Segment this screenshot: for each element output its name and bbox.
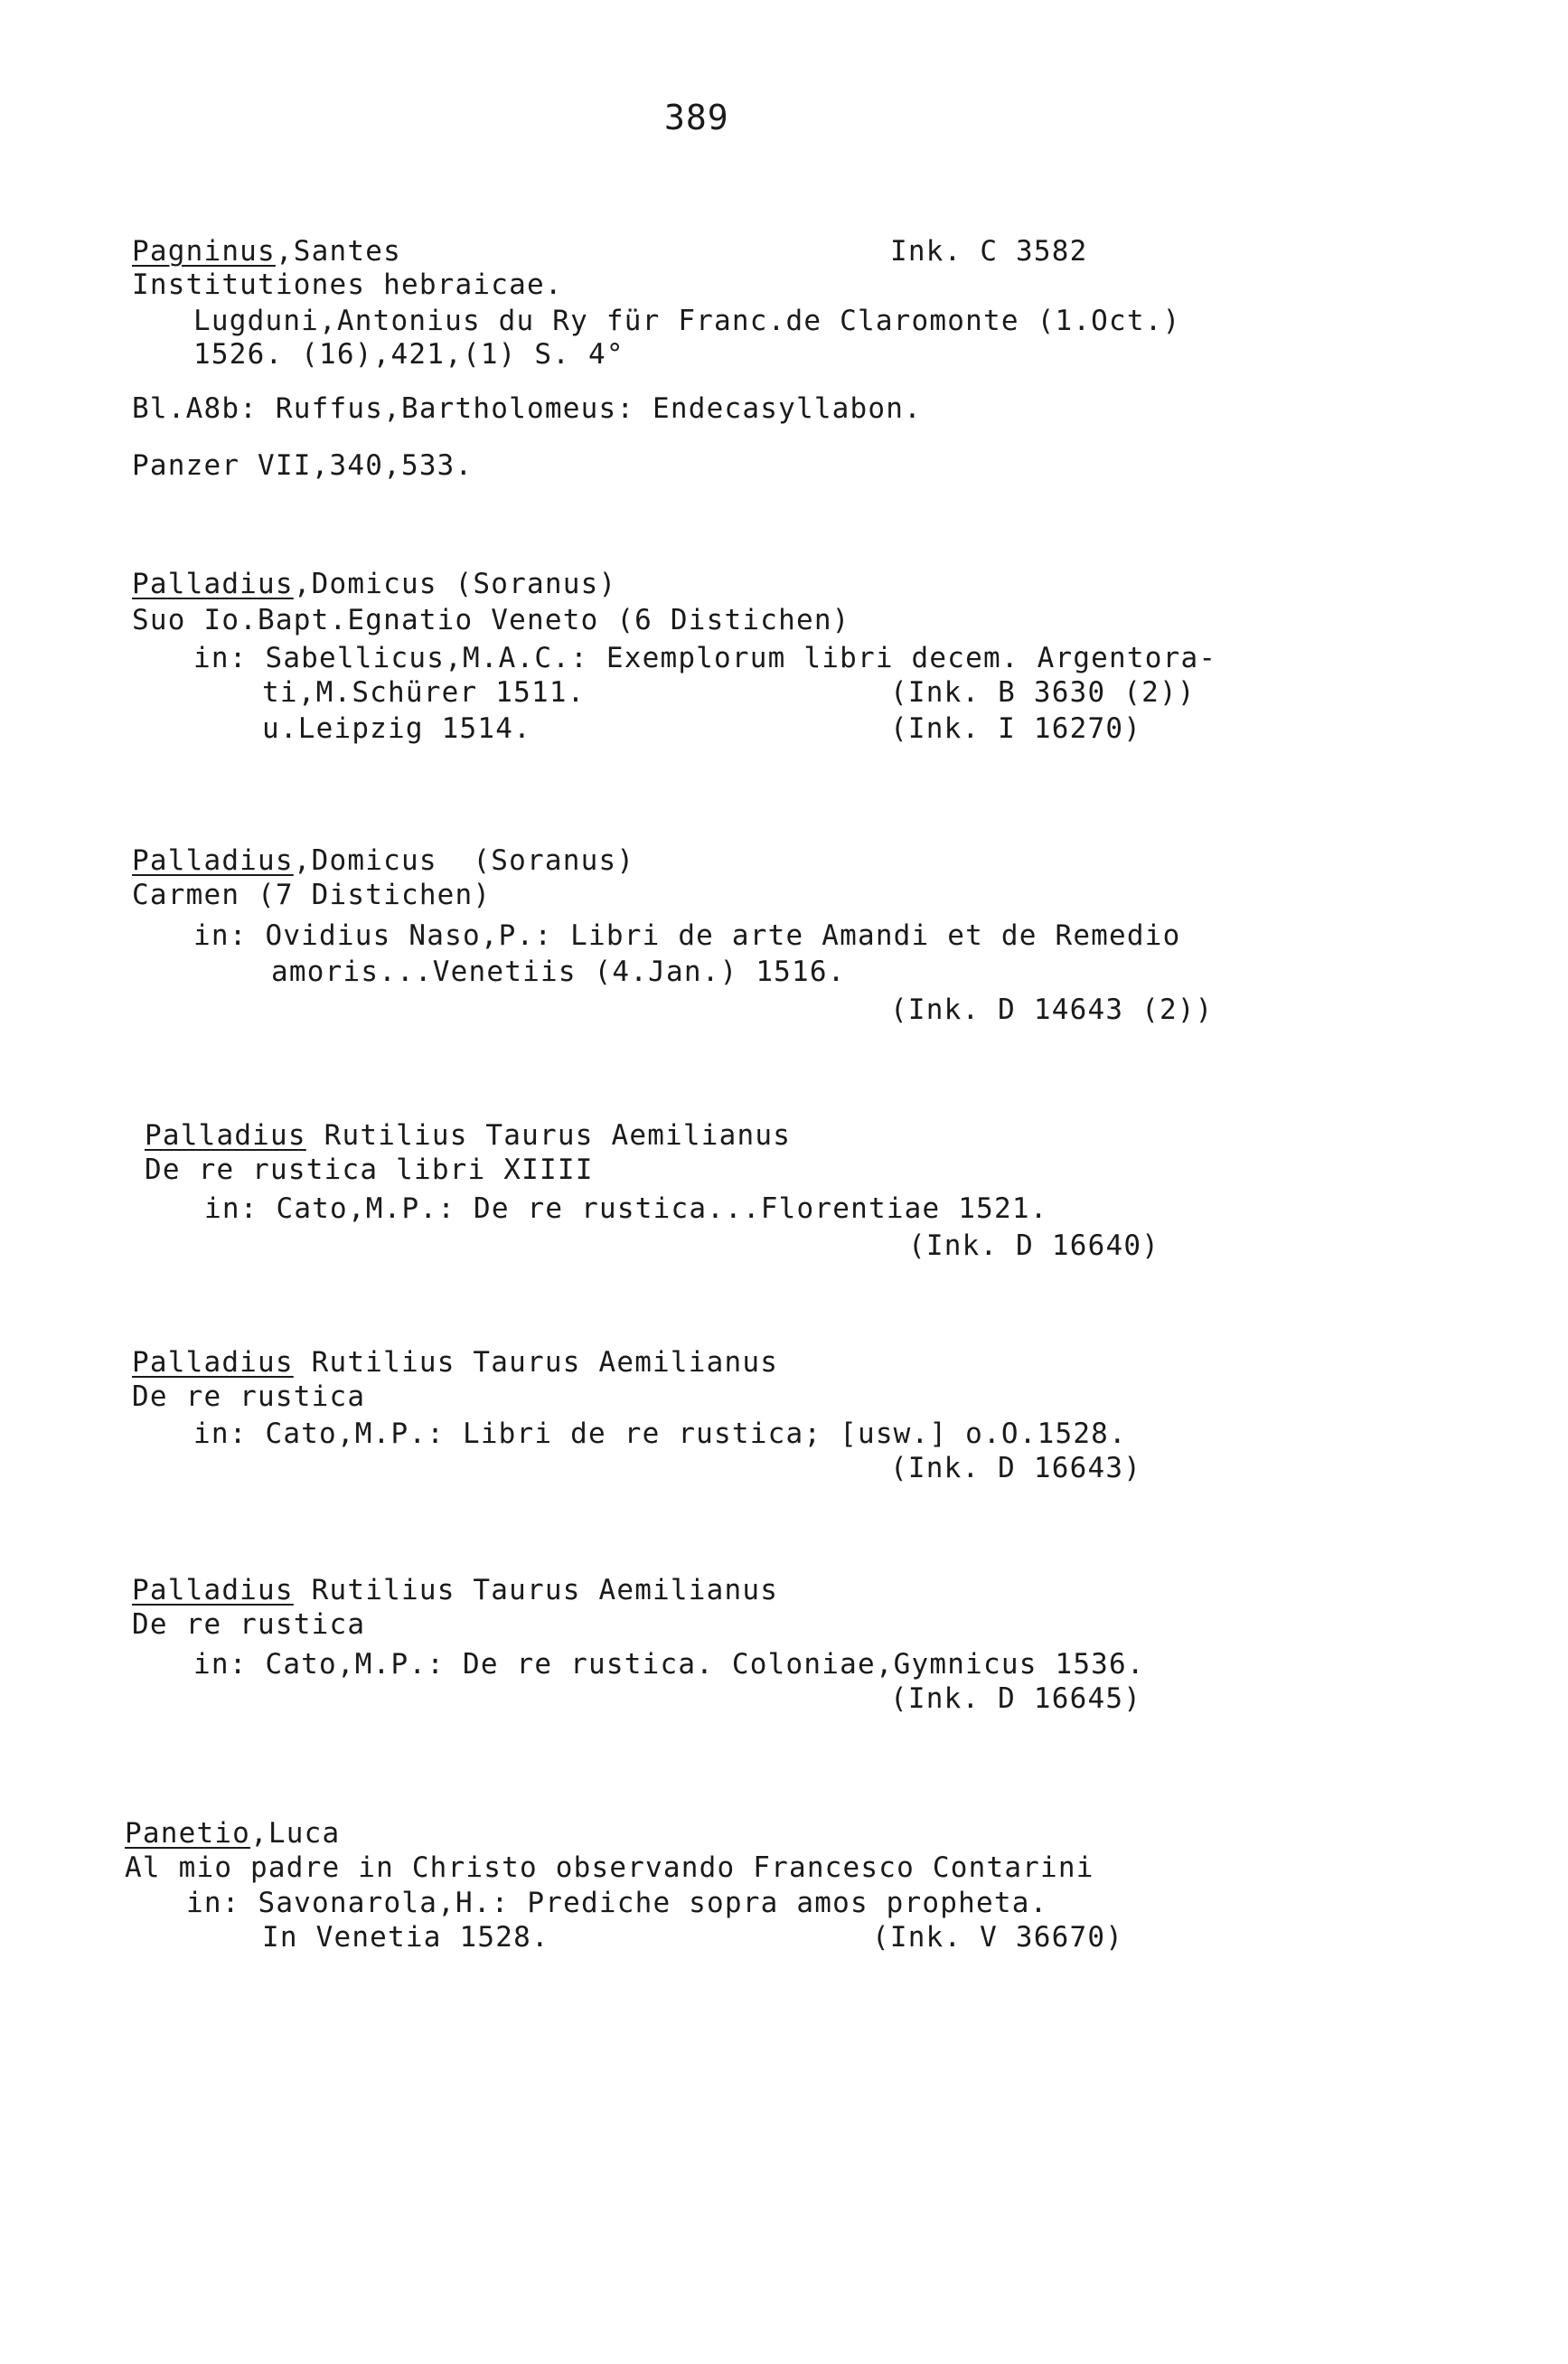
inventory-ref: (Ink. I 16270) — [890, 712, 1142, 745]
author-name: Palladius — [132, 1346, 294, 1379]
author-name: Palladius — [132, 568, 294, 600]
page-number: 389 — [664, 98, 729, 137]
author-name: Panetio — [125, 1817, 251, 1850]
entry-line: in: Savonarola,H.: Prediche sopra amos propheta. — [186, 1887, 1048, 1919]
author-name: Palladius — [132, 1574, 294, 1606]
entry-line: in: Cato,M.P.: De re rustica. Coloniae,Gymnicus 1536. — [193, 1648, 1145, 1681]
entry-line: Carmen (7 Distichen) — [132, 879, 492, 911]
entry-line: De re rustica libri XIIII — [145, 1154, 594, 1186]
entry-line: Al mio padre in Christo observando Francesco Contarini — [125, 1851, 1094, 1884]
author-given-name: ,Luca — [250, 1817, 341, 1850]
author-name: Palladius — [145, 1119, 306, 1152]
entry-author — [132, 1572, 778, 1608]
entry-author — [132, 843, 634, 879]
inventory-ref: (Ink. D 16640) — [908, 1229, 1160, 1262]
entry-line: Institutiones hebraicae. — [132, 268, 563, 301]
entry-line: Suo Io.Bapt.Egnatio Veneto (6 Distichen) — [132, 604, 850, 636]
inventory-ref: (Ink. D 16645) — [890, 1682, 1142, 1715]
entry-line: Lugduni,Antonius du Ry für Franc.de Claromonte (1.Oct.) — [193, 305, 1181, 337]
inventory-ref: (Ink. D 16643) — [890, 1452, 1142, 1484]
entry-author — [132, 1344, 778, 1380]
inventory-ref: (Ink. D 14643 (2)) — [890, 994, 1214, 1026]
entry-line: in: Ovidius Naso,P.: Libri de arte Amandi et de Remedio — [193, 919, 1181, 952]
author-name: Pagninus — [132, 235, 276, 268]
entry-line: In Venetia 1528. — [262, 1921, 549, 1954]
inventory-ref: (Ink. V 36670) — [872, 1921, 1124, 1954]
entry-line: ti,M.Schürer 1511. — [262, 676, 586, 709]
entry-line: De re rustica — [132, 1380, 366, 1413]
author-given-name: ,Santes — [275, 235, 401, 268]
author-given-name: Rutilius Taurus Aemilianus — [293, 1346, 779, 1379]
author-given-name: Rutilius Taurus Aemilianus — [293, 1574, 779, 1606]
entry-line: in: Cato,M.P.: De re rustica...Florentiae 1521. — [204, 1192, 1048, 1225]
entry-author — [125, 1815, 340, 1851]
entry-author — [145, 1117, 791, 1154]
entry-line: u.Leipzig 1514. — [262, 712, 531, 745]
entry-line: amoris...Venetiis (4.Jan.) 1516. — [271, 956, 846, 988]
author-given-name: ,Domicus (Soranus) — [293, 568, 617, 600]
entry-author — [132, 233, 401, 269]
author-given-name: Rutilius Taurus Aemilianus — [305, 1119, 792, 1152]
entry-line: in: Cato,M.P.: Libri de re rustica; [usw.] o.O.1528. — [193, 1417, 1127, 1450]
entry-line: in: Sabellicus,M.A.C.: Exemplorum libri decem. Argentora- — [193, 642, 1217, 674]
entry-line: Bl.A8b: Ruffus,Bartholomeus: Endecasyllabon. — [132, 392, 922, 425]
entry-line: 1526. (16),421,(1) S. 4° — [193, 338, 624, 371]
entry-line: Panzer VII,340,533. — [132, 449, 474, 482]
author-name: Palladius — [132, 844, 294, 877]
inventory-ref: Ink. C 3582 — [890, 235, 1088, 268]
inventory-ref: (Ink. B 3630 (2)) — [890, 676, 1196, 709]
entry-author — [132, 566, 616, 602]
author-given-name: ,Domicus (Soranus) — [293, 844, 635, 877]
entry-line: De re rustica — [132, 1608, 366, 1641]
